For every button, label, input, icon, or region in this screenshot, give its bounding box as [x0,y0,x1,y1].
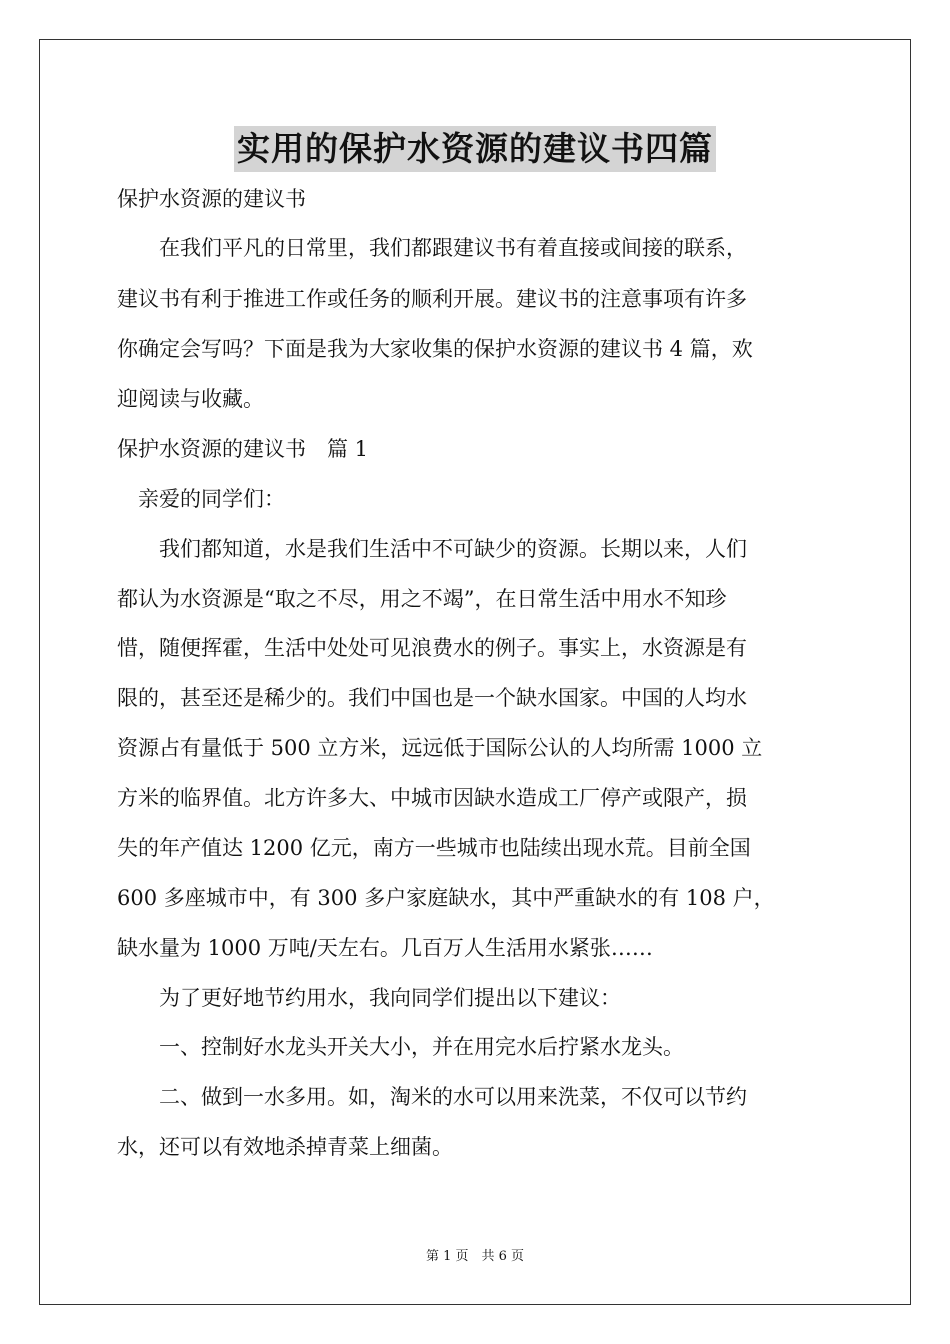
paragraph-line: 迎阅读与收藏。 [117,387,264,411]
paragraph-line: 建议书有利于推进工作或任务的顺利开展。建议书的注意事项有许多 [117,287,747,311]
document-title: 实用的保护水资源的建议书四篇 [234,126,716,172]
section-heading: 保护水资源的建议书 [117,187,306,211]
paragraph-line: 一、控制好水龙头开关大小，并在用完水后拧紧水龙头。 [117,1035,684,1059]
paragraph-line: 在我们平凡的日常里，我们都跟建议书有着直接或间接的联系， [117,236,747,260]
section-heading: 保护水资源的建议书 篇 1 [117,437,369,461]
page-border [39,39,911,1305]
paragraph-line: 都认为水资源是“取之不尽，用之不竭”，在日常生活中用水不知珍 [117,587,727,611]
paragraph-line: 限的，甚至还是稀少的。我们中国也是一个缺水国家。中国的人均水 [117,686,747,710]
paragraph-line: 缺水量为 1000 万吨/天左右。几百万人生活用水紧张…… [117,936,653,960]
paragraph-line: 你确定会写吗？下面是我为大家收集的保护水资源的建议书 4 篇，欢 [117,337,753,361]
paragraph-line: 方米的临界值。北方许多大、中城市因缺水造成工厂停产或限产，损 [117,786,747,810]
paragraph-line: 为了更好地节约用水，我向同学们提出以下建议： [117,986,621,1010]
paragraph-line: 600 多座城市中，有 300 多户家庭缺水，其中严重缺水的有 108 户， [117,886,775,910]
paragraph-line: 二、做到一水多用。如，淘米的水可以用来洗菜，不仅可以节约 [117,1085,747,1109]
page-footer: 第 1 页 共 6 页 [425,1249,525,1264]
salutation: 亲爱的同学们： [117,487,285,511]
paragraph-line: 水，还可以有效地杀掉青菜上细菌。 [117,1135,453,1159]
paragraph-line: 资源占有量低于 500 立方米，远远低于国际公认的人均所需 1000 立 [117,736,763,760]
paragraph-line: 惜，随便挥霍，生活中处处可见浪费水的例子。事实上，水资源是有 [117,636,747,660]
paragraph-line: 失的年产值达 1200 亿元，南方一些城市也陆续出现水荒。目前全国 [117,836,751,860]
paragraph-line: 我们都知道，水是我们生活中不可缺少的资源。长期以来，人们 [117,537,747,561]
title-container [0,126,950,172]
